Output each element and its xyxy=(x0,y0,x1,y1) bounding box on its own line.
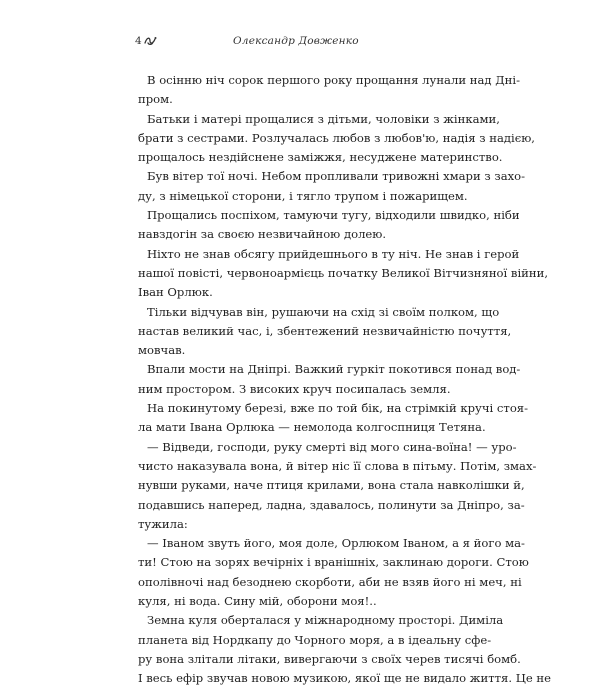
text-line: настав великий час, і, збентежений незвичайністю почуття, xyxy=(138,323,512,338)
text-line: планета від Нордкапу до Чорного моря, а в ідеальну сфе- xyxy=(138,632,492,647)
text-line: Ніхто не знав обсягу прийдешнього в ту ніч. Не знав і герой xyxy=(147,246,520,261)
text-line: Тільки відчував він, рушаючи на схід зі своїм полком, що xyxy=(147,304,500,319)
text-line: — Іваном звуть його, моя доле, Орлюком Іваном, а я його ма- xyxy=(147,536,525,551)
text-line: На покинутому березі, вже по той бік, на стрімкій кручі стоя- xyxy=(147,401,529,416)
body-text xyxy=(138,71,551,689)
page-header xyxy=(135,33,475,49)
text-line: ти! Стою на зорях вечірніх і вранішніх, заклинаю дороги. Стою xyxy=(138,555,529,570)
ornament-icon xyxy=(144,35,157,46)
text-line: тужила: xyxy=(138,516,188,531)
text-line: Батьки і матері прощалися з дітьми, чоловіки з жінками, xyxy=(147,111,500,126)
text-line: брати з сестрами. Розлучалась любов з любов'ю, надія з надією, xyxy=(138,130,535,145)
text-line: ла мати Івана Орлюка — немолода колгоспниця Тетяна. xyxy=(138,420,486,435)
text-line: ду, з німецької сторони, і тягло трупом і пожарищем. xyxy=(138,188,468,203)
text-line: нашої повісті, червоноармієць початку Великої Вітчизняної війни, xyxy=(138,265,549,280)
text-line: В осінню ніч сорок першого року прощання лунали над Дні- xyxy=(147,73,520,87)
text-line: навздогін за своєю незвичайною долею. xyxy=(138,227,387,242)
text-line: мовчав. xyxy=(138,343,186,358)
page-number: 4 xyxy=(135,35,142,47)
text-line: Був вітер тої ночі. Небом пропливали тривожні хмари з захо- xyxy=(147,169,526,184)
text-line: Прощались поспіхом, тамуючи тугу, відходили швидко, ніби xyxy=(147,208,520,223)
text-line: ополівночі над безоднею скорботи, аби не взяв його ні меч, ні xyxy=(138,574,522,589)
text-line: нувши руками, наче птиця крилами, вона стала навколішки й, xyxy=(138,478,525,493)
text-line: ру вона злітали літаки, вивергаючи з своїх черев тисячі бомб. xyxy=(138,651,521,666)
text-line: подавшись наперед, ладна, здавалось, полинути за Дніпро, за- xyxy=(138,497,525,512)
text-line: І весь ефір звучав новою музикою, якої ще не видало життя. Це не xyxy=(138,671,551,686)
text-line: Земна куля оберталася у міжнародному просторі. Диміла xyxy=(147,613,504,628)
text-line: чисто наказувала вона, й вітер ніс її слова в пітьму. Потім, змах- xyxy=(138,458,537,473)
text-line: Впали мости на Дніпрі. Важкий гуркіт покотився понад вод- xyxy=(147,362,521,377)
text-line: прощалось нездійснене заміжжя, несуджене материнство. xyxy=(138,150,503,165)
text-line: ним простором. З високих круч посипалась земля. xyxy=(138,381,451,396)
text-line: куля, ні вода. Сину мій, оборони моя!.. xyxy=(138,594,377,609)
running-title: Олександр Довженко xyxy=(233,35,359,47)
text-line: — Відведи, господи, руку смерті від мого сина-воїна! — уро- xyxy=(147,439,517,454)
text-line: Іван Орлюк. xyxy=(138,285,213,300)
text-line: пром. xyxy=(138,92,173,107)
